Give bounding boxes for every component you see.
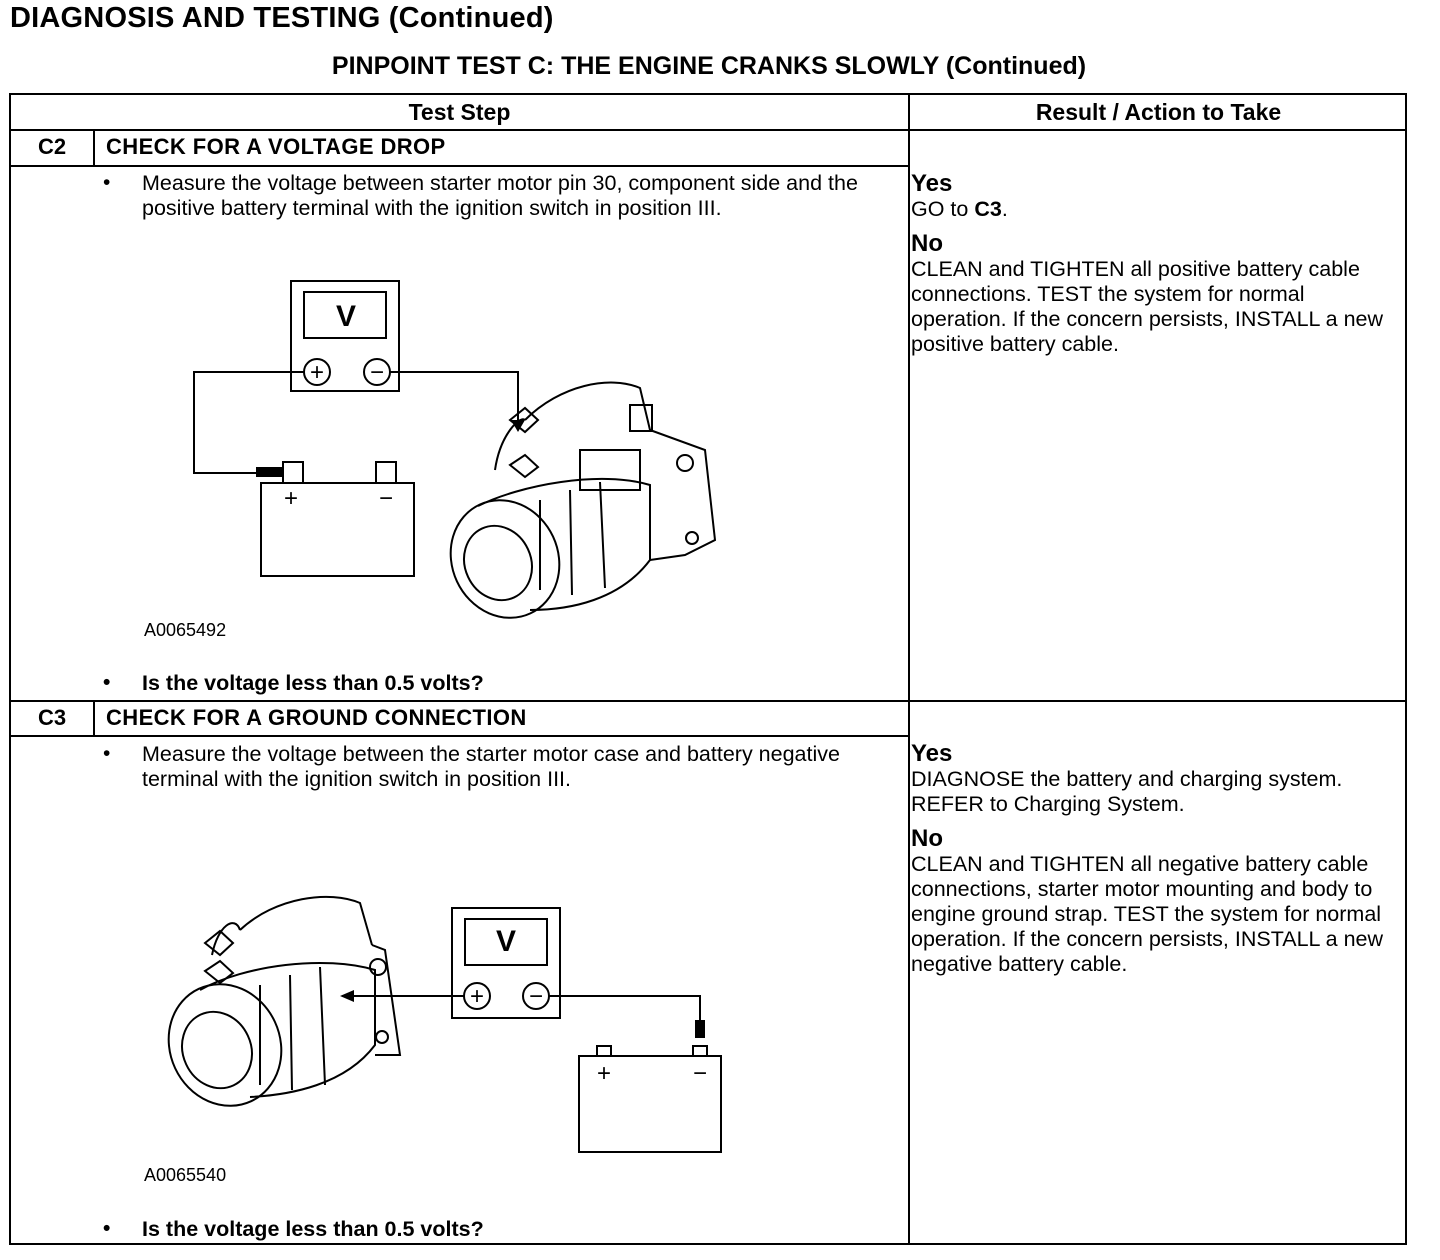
step-question-c3: Is the voltage less than 0.5 volts?	[142, 1217, 484, 1241]
step-title-c2: CHECK FOR A VOLTAGE DROP	[106, 134, 446, 159]
battery-plus-label: +	[283, 485, 299, 512]
bullet-icon: •	[103, 671, 111, 694]
step-instruction-c3: Measure the voltage between the starter motor case and battery negative terminal with the ignition switch in position III.	[142, 742, 840, 791]
meter-minus-label: −	[369, 359, 385, 386]
meter-label: V	[495, 925, 517, 958]
column-divider	[908, 95, 910, 1243]
yes-action-c3: DIAGNOSE the battery and charging system. REFER to Charging System.	[911, 767, 1343, 816]
table-title: PINPOINT TEST C: THE ENGINE CRANKS SLOWLY (Continued)	[331, 52, 1087, 80]
page-title: DIAGNOSIS AND TESTING (Continued)	[10, 2, 554, 34]
ground-connection-diagram	[150, 885, 740, 1160]
bullet-icon: •	[103, 1217, 111, 1240]
bullet-icon: •	[103, 171, 111, 194]
c2-title-rule	[11, 165, 908, 167]
meter-plus-label: +	[469, 983, 485, 1010]
voltage-drop-diagram	[180, 270, 740, 630]
figure-id-c3: A0065540	[144, 1165, 227, 1185]
yes-label: Yes	[911, 170, 953, 197]
c3-title-rule	[11, 735, 908, 737]
step-question-c2: Is the voltage less than 0.5 volts?	[142, 671, 484, 695]
starter-motor-icon	[150, 897, 400, 1125]
meter-label: V	[335, 300, 357, 333]
step-title-c3: CHECK FOR A GROUND CONNECTION	[106, 705, 527, 730]
yes-label: Yes	[911, 740, 953, 767]
step-code-c2: C2	[37, 134, 67, 159]
goto-step-link: C3	[974, 197, 1002, 221]
c3-code-divider	[93, 700, 95, 736]
battery-minus-label: −	[378, 485, 394, 512]
starter-motor-icon	[432, 383, 715, 630]
meter-minus-label: −	[528, 983, 544, 1010]
step-instruction-c2: Measure the voltage between starter motor pin 30, component side and the positive battery terminal with the ignition switch in position III.	[142, 171, 858, 220]
step-separator	[11, 700, 1407, 702]
result-c3	[911, 740, 1391, 977]
meter-plus-label: +	[309, 359, 325, 386]
header-test-step: Test Step	[408, 99, 511, 125]
no-action-c2: CLEAN and TIGHTEN all positive battery cable connections. TEST the system for normal operation. If the concern persists, INSTALL a new positive battery cable.	[911, 257, 1384, 356]
header-rule	[11, 129, 1407, 131]
figure-id-c2: A0065492	[144, 620, 227, 640]
c2-code-divider	[93, 129, 95, 165]
battery-plus-label: +	[596, 1060, 612, 1087]
header-result: Result / Action to Take	[1035, 99, 1282, 125]
bullet-icon: •	[103, 742, 111, 765]
battery-minus-label: −	[692, 1060, 708, 1087]
result-c2	[911, 170, 1391, 357]
yes-action-c2: GO to C3.	[911, 197, 1008, 221]
no-action-c3: CLEAN and TIGHTEN all negative battery cable connections, starter motor mounting and body to engine ground strap. TEST the system for normal operation. If the concern persists, INSTALL a new negative battery cable.	[911, 852, 1384, 976]
step-code-c3: C3	[37, 705, 67, 730]
no-label: No	[911, 825, 943, 852]
no-label: No	[911, 230, 943, 257]
